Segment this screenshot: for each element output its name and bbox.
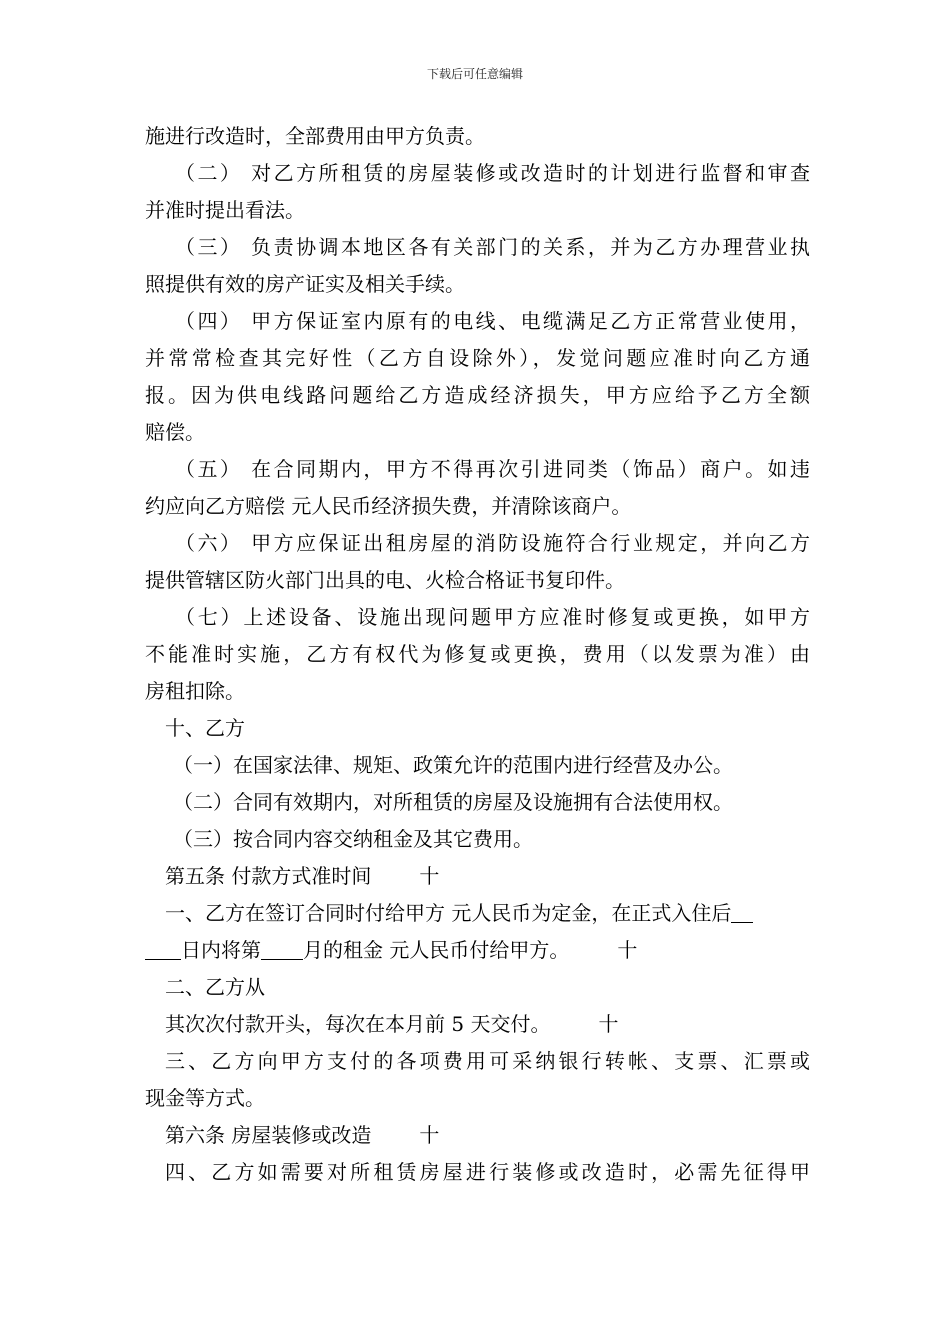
paragraph-line: 四、乙方如需要对所租赁房屋进行装修或改造时，必需先征得甲: [165, 1160, 810, 1184]
paragraph-line: （五） 在合同期内，甲方不得再次引进同类（饰品）商户。如违: [175, 457, 810, 481]
paragraph-line: （四） 甲方保证室内原有的电线、电缆满足乙方正常营业使用，: [175, 309, 810, 333]
mark-glyph: 十: [419, 1123, 440, 1147]
paragraph-line: 照提供有效的房产证实及相关手续。: [145, 272, 465, 296]
line-text: 日内将第: [181, 938, 261, 962]
paragraph-line: 二、乙方从: [165, 975, 265, 999]
line-text: 月的租金 元人民币付给甲方。: [303, 938, 570, 962]
paragraph-line: 房租扣除。: [145, 679, 245, 703]
blank-underline: [261, 939, 303, 960]
mark-glyph: 十: [617, 938, 638, 962]
blank-underline: [731, 902, 753, 923]
paragraph-line: 三、乙方向甲方支付的各项费用可采纳银行转帐、支票、汇票或: [165, 1049, 810, 1073]
page-header: 下载后可任意编辑: [426, 67, 523, 81]
article-heading: [145, 863, 810, 889]
paragraph-line: （二） 对乙方所租赁的房屋装修或改造时的计划进行监督和审查: [175, 161, 810, 185]
paragraph-line: （七）上述设备、设施出现问题甲方应准时修复或更换，如甲方: [175, 605, 810, 629]
paragraph-line: [145, 1011, 810, 1037]
paragraph-line: 现金等方式。: [145, 1086, 265, 1110]
paragraph-line: 并常常检查其完好性（乙方自设除外），发觉问题应准时向乙方通: [145, 346, 810, 370]
article-title: 第五条 付款方式准时间: [165, 864, 372, 888]
line-text: 一、乙方在签订合同时付给甲方 元人民币为定金，在正式入住后: [165, 901, 732, 925]
paragraph-line: [145, 900, 810, 926]
article-heading: [145, 1122, 810, 1148]
blank-underline: [145, 939, 181, 960]
paragraph-line: 报。因为供电线路问题给乙方造成经济损失，甲方应给予乙方全额: [145, 383, 810, 407]
paragraph-line: 不能准时实施，乙方有权代为修复或更换，费用（以发票为准）由: [145, 642, 810, 666]
article-title: 第六条 房屋装修或改造: [165, 1123, 372, 1147]
paragraph-line: [145, 937, 810, 963]
paragraph-line: （三）按合同内容交纳租金及其它费用。: [173, 827, 533, 851]
paragraph-line: （一）在国家法律、规矩、政策允许的范围内进行经营及办公。: [173, 753, 733, 777]
mark-glyph: 十: [419, 864, 440, 888]
paragraph-line: （二）合同有效期内，对所租赁的房屋及设施拥有合法使用权。: [173, 790, 733, 814]
section-heading: 十、乙方: [165, 716, 245, 740]
paragraph-line: 提供管辖区防火部门出具的电、火检合格证书复印件。: [145, 568, 625, 592]
paragraph-line: 施进行改造时，全部费用由甲方负责。: [145, 124, 485, 148]
paragraph-line: 赔偿。: [145, 420, 205, 444]
line-text: 其次次付款开头，每次在本月前 5 天交付。: [165, 1012, 551, 1036]
paragraph-line: 约应向乙方赔偿 元人民币经济损失费，并清除该商户。: [145, 494, 632, 518]
paragraph-line: 并准时提出看法。: [145, 198, 305, 222]
mark-glyph: 十: [598, 1012, 619, 1036]
paragraph-line: （六） 甲方应保证出租房屋的消防设施符合行业规定，并向乙方: [175, 531, 810, 555]
paragraph-line: （三） 负责协调本地区各有关部门的关系，并为乙方办理营业执: [175, 235, 810, 259]
